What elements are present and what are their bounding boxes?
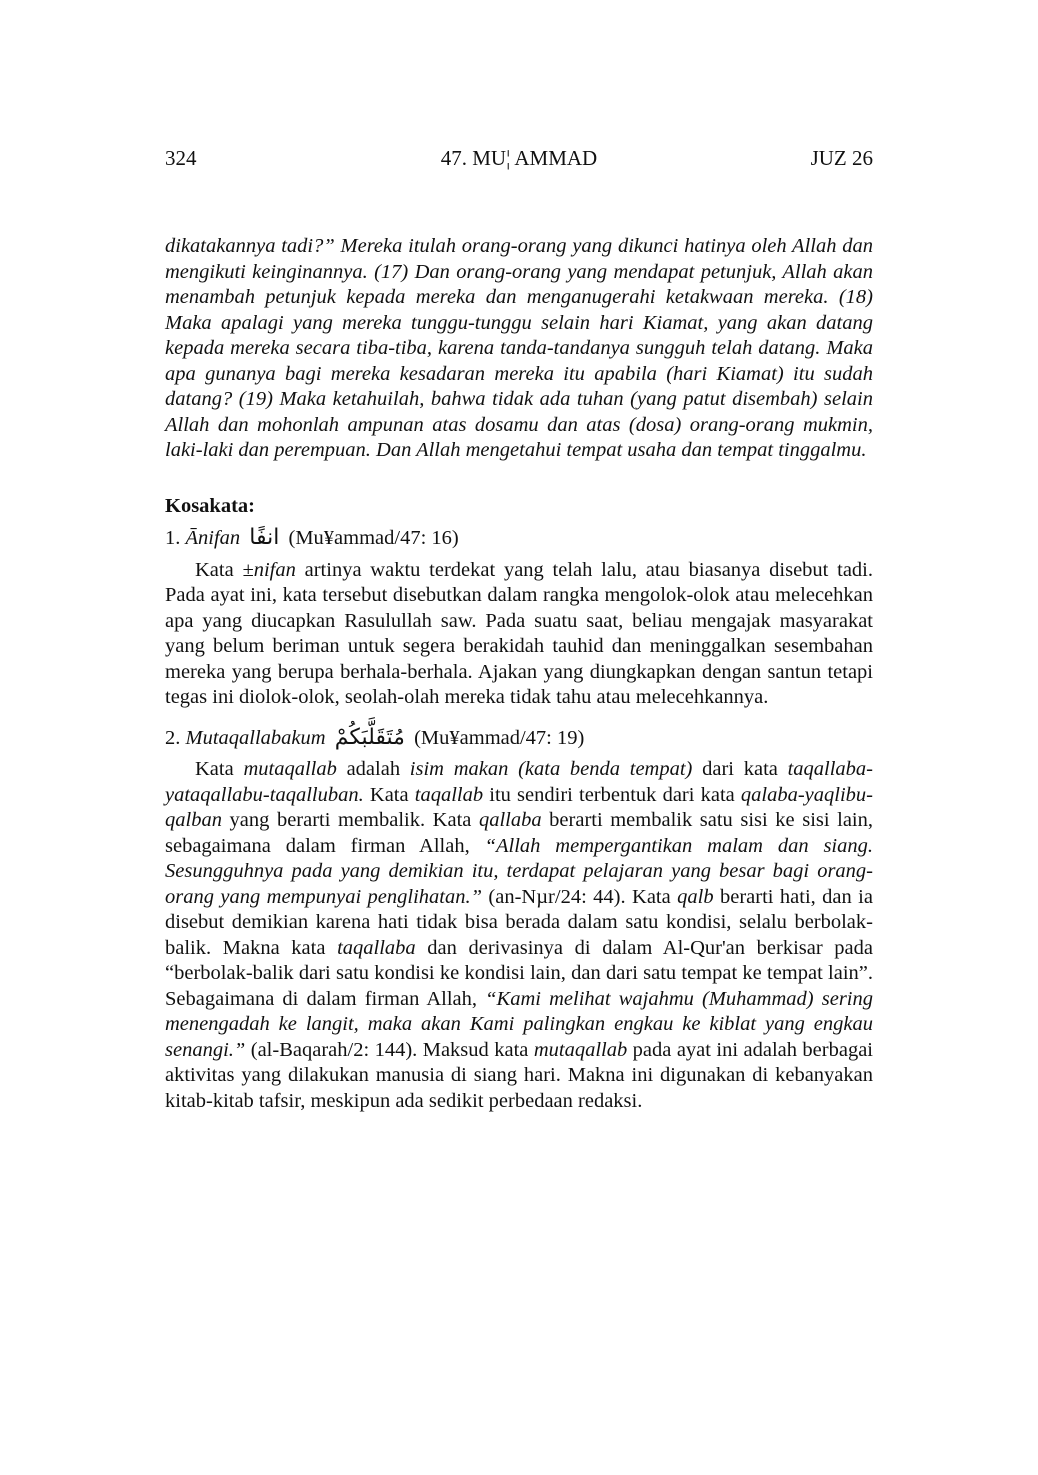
text-span: adalah xyxy=(336,758,410,780)
text-span: itu sendiri terbentuk dari kata xyxy=(483,783,741,806)
text-span: (an-Nµr/24: 44). Kata xyxy=(482,885,678,908)
term-italic: taqallaba-yataqallabu-taqalluban. xyxy=(165,758,874,806)
term-italic: qallaba xyxy=(478,809,542,831)
arabic-term: انفًا xyxy=(249,525,280,550)
vocab-entry-1-explanation xyxy=(165,558,873,711)
text-span: dan derivasinya di dalam Al-Qur'an berkisar pada “berbolak-balik dari satu kondisi ke kondisi lain, dan dari satu tempat ke tempat lain”. Sebagaimana di dalam firman Allah, xyxy=(165,936,873,1010)
text-span: dari kata xyxy=(692,758,788,780)
vocab-entry-2-heading xyxy=(165,725,873,752)
entry-reference: (Mu¥ammad/47: 19) xyxy=(414,726,585,749)
text-span: Kata xyxy=(195,558,243,581)
chapter-title: 47. MU¦ AMMAD xyxy=(440,146,598,170)
juz-label: JUZ 26 xyxy=(810,146,873,170)
text-span: artinya waktu terdekat yang telah lalu, atau biasanya disebut tadi. Pada ayat ini, kata tersebut disebutkan dalam rangka mengolok-olok atau melecehkan apa yang diucapkan Rasulullah saw. Pada suatu saat, beliau mengajak masyarakat yang belum beriman untuk segera berakidah tauhid dan meninggalkan sesembahan mereka yang berupa berhala-berhala. Ajakan yang diungkapkan dengan santun tetapi tegas ini diolok-olok, seolah-olah mereka tidak tahu atau melecehkannya. xyxy=(165,558,874,708)
text-span: Kata xyxy=(195,758,244,780)
quote-italic: “Allah mempergantikan malam dan siang. Sesungguhnya pada yang demikian itu, terdapat pelajaran yang besar bagi orang-orang yang mempunyai penglihatan.” xyxy=(165,834,874,908)
page-header xyxy=(165,146,873,176)
quote-italic: “Kami melihat wajahmu (Muhammad) sering menengadah ke langit, maka akan Kami palingkan engkau ke kiblat yang engkau senangi.” xyxy=(165,987,873,1061)
entry-term: Mutaqallabakum xyxy=(185,726,326,749)
text-span: Kata xyxy=(363,783,415,806)
text-span: berarti hati, dan ia disebut demikian karena hati tidak bisa berada dalam satu kondisi, selalu berbolak-balik. Makna kata xyxy=(165,885,873,959)
text-span: berarti membalik satu sisi ke sisi lain, sebagaimana dalam firman Allah, xyxy=(165,809,873,857)
term-italic: mutaqallab xyxy=(533,1038,628,1061)
term-italic: mutaqallab xyxy=(243,758,337,780)
term-italic: qalb xyxy=(677,885,714,908)
entry-number: 2. xyxy=(165,726,181,749)
text-span: pada ayat ini adalah berbagai aktivitas yang dilakukan manusia di siang hari. Makna ini digunakan di kebanyakan kitab-kitab tafsir, meskipun ada sedikit perbedaan redaksi. xyxy=(165,1038,873,1112)
term-italic: qalaba-yaqlibu-qalban xyxy=(165,783,873,831)
verse-translation: dikatakannya tadi?” Mereka itulah orang-orang yang dikunci hatinya oleh Allah dan mengikuti keinginannya. (17) Dan orang-orang yang mendapat petunjuk, Allah akan menambah petunjuk kepada mereka dan menganugerahi ketakwaan mereka. (18) Maka apalagi yang mereka tunggu-tunggu selain hari Kiamat, yang akan datang kepada mereka secara tiba-tiba, karena tanda-tandanya sungguh telah datang. Maka apa gunanya bagi mereka kesadaran mereka itu apabila (hari Kiamat) itu sudah datang? (19) Maka ketahuilah, bahwa tidak ada tuhan (yang patut disembah) selain Allah dan mohonlah ampunan atas dosamu dan atas (dosa) orang-orang mukmin, laki-laki dan perempuan. Dan Allah mengetahui tempat usaha dan tempat tinggalmu. xyxy=(165,235,873,461)
text-span: yang berarti membalik. Kata xyxy=(221,809,479,831)
term-italic: isim makan (kata benda tempat) xyxy=(409,758,693,780)
vocab-entry-1-heading xyxy=(165,525,873,552)
page-number: 324 xyxy=(165,146,197,170)
term-italic: taqallaba xyxy=(337,936,416,959)
entry-reference: (Mu¥ammad/47: 16) xyxy=(288,527,459,549)
vocab-entry-2-explanation xyxy=(165,757,873,1114)
entry-number: 1. xyxy=(165,527,181,549)
arabic-term: مُتَقَلَّبَكُمْ xyxy=(334,724,405,750)
page-body xyxy=(165,234,873,1114)
term-italic: ±nifan xyxy=(242,558,296,581)
entry-term: Ānifan xyxy=(185,527,241,549)
term-italic: taqallab xyxy=(414,783,484,806)
text-span: (al-Baqarah/2: 144). Maksud kata xyxy=(245,1038,534,1061)
kosakata-heading: Kosakata: xyxy=(165,494,255,517)
